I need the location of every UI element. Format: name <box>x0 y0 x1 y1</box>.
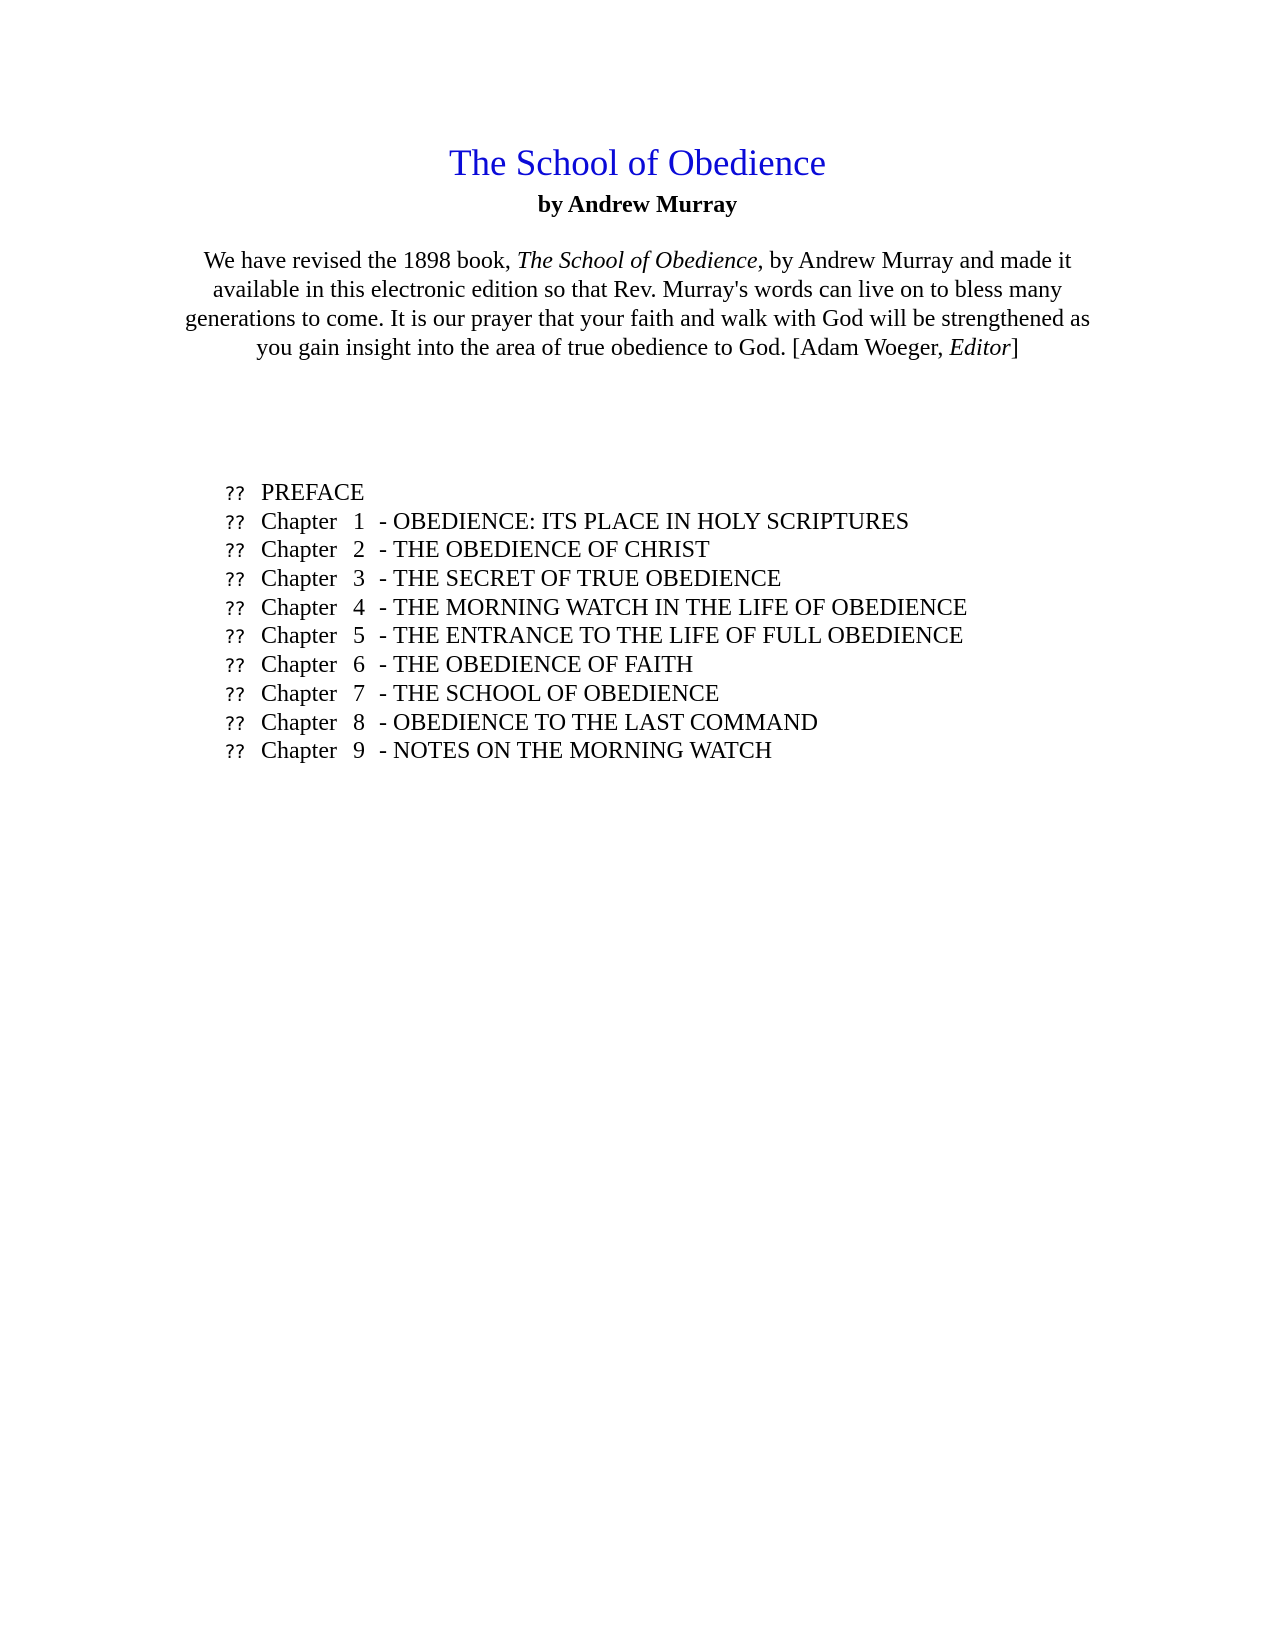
chapter-separator: - <box>373 594 393 621</box>
bullet-icon: ?? <box>225 655 246 678</box>
chapter-separator: - <box>373 652 393 679</box>
chapter-title[interactable]: THE MORNING WATCH IN THE LIFE OF OBEDIENCE <box>393 594 968 621</box>
chapter-number: 2 <box>353 537 365 564</box>
bullet-icon: ?? <box>225 569 246 592</box>
bullet-icon: ?? <box>225 540 246 563</box>
bullet-icon: ?? <box>225 511 246 534</box>
document-title: The School of Obedience <box>448 143 827 184</box>
chapter-number: 7 <box>353 680 365 707</box>
bullet-icon: ?? <box>225 683 246 706</box>
author-line: by Andrew Murray <box>537 192 738 218</box>
chapter-separator: - <box>373 709 393 736</box>
toc-item-chapter-9[interactable] <box>225 737 1125 766</box>
bullet-icon: ?? <box>225 741 246 764</box>
chapter-separator: - <box>373 623 393 650</box>
chapter-number: 5 <box>353 623 365 650</box>
chapter-number: 8 <box>353 709 365 736</box>
chapter-title[interactable]: OBEDIENCE TO THE LAST COMMAND <box>393 709 818 736</box>
chapter-word: Chapter <box>261 623 337 650</box>
chapter-separator: - <box>373 508 393 535</box>
chapter-word: Chapter <box>261 566 337 593</box>
bullet-icon: ?? <box>225 597 246 620</box>
toc-item-chapter-2[interactable] <box>225 536 1125 565</box>
intro-closing-bracket: ] <box>1010 335 1019 361</box>
chapter-separator: - <box>373 537 393 564</box>
chapter-word: Chapter <box>261 594 337 621</box>
chapter-word: Chapter <box>261 709 337 736</box>
toc-item-preface[interactable] <box>225 479 1125 508</box>
chapter-word: Chapter <box>261 537 337 564</box>
chapter-word: Chapter <box>261 652 337 679</box>
chapter-title[interactable]: THE SCHOOL OF OBEDIENCE <box>393 680 720 707</box>
chapter-separator: - <box>373 738 393 765</box>
chapter-number: 3 <box>353 566 365 593</box>
chapter-number: 4 <box>353 594 365 621</box>
toc-item-chapter-3[interactable] <box>225 565 1125 594</box>
toc-item-chapter-1[interactable] <box>225 508 1125 537</box>
bullet-icon: ?? <box>225 712 246 735</box>
intro-text-part2: , by Andrew Murray and made it available in this electronic edition so that Rev. Murray's words can live on to bless many generations to come. It is our prayer that your faith and walk with God will be strengthened as you gain insight into the area of true obedience to God. [Adam Woeger, <box>184 248 1091 361</box>
table-of-contents <box>225 479 1125 766</box>
chapter-number: 9 <box>353 738 365 765</box>
chapter-title[interactable]: THE OBEDIENCE OF CHRIST <box>393 537 710 564</box>
bullet-icon: ?? <box>225 483 246 505</box>
toc-item-chapter-8[interactable] <box>225 709 1125 738</box>
chapter-separator: - <box>373 680 393 707</box>
toc-item-chapter-5[interactable] <box>225 622 1125 651</box>
chapter-title[interactable]: OBEDIENCE: ITS PLACE IN HOLY SCRIPTURES <box>393 508 910 535</box>
intro-editor-role: Editor <box>949 335 1011 361</box>
chapter-word: Chapter <box>261 508 337 535</box>
toc-item-chapter-7[interactable] <box>225 680 1125 709</box>
toc-item-chapter-6[interactable] <box>225 651 1125 680</box>
intro-paragraph <box>180 247 1095 363</box>
chapter-word: Chapter <box>261 680 337 707</box>
chapter-title[interactable]: THE ENTRANCE TO THE LIFE OF FULL OBEDIENCE <box>393 623 964 650</box>
toc-preface-label[interactable]: PREFACE <box>261 480 365 506</box>
toc-item-chapter-4[interactable] <box>225 594 1125 623</box>
bullet-icon: ?? <box>225 626 246 649</box>
chapter-number: 1 <box>353 508 365 535</box>
chapter-word: Chapter <box>261 738 337 765</box>
intro-book-title: The School of Obedience <box>516 248 758 274</box>
chapter-title[interactable]: THE SECRET OF TRUE OBEDIENCE <box>393 566 782 593</box>
chapter-separator: - <box>373 566 393 593</box>
chapter-title[interactable]: NOTES ON THE MORNING WATCH <box>393 738 773 765</box>
chapter-number: 6 <box>353 652 365 679</box>
chapter-title[interactable]: THE OBEDIENCE OF FAITH <box>393 652 694 679</box>
intro-text-part1: We have revised the 1898 book, <box>203 248 517 274</box>
